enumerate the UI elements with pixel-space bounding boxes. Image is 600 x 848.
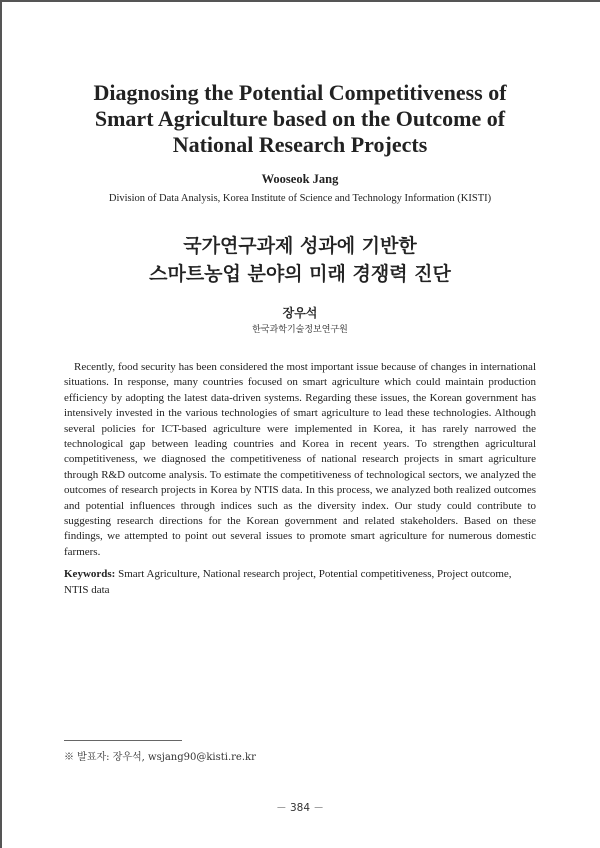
paper-title xyxy=(60,80,540,158)
korean-author-name: 장우석 xyxy=(282,306,318,320)
presenter-footnote: ※ 발표자: 장우석, wsjang90@kisti.re.kr xyxy=(64,752,256,763)
page-number: － 384 － xyxy=(276,802,324,814)
abstract-text: Recently, food security has been considered the most important issue because of changes in international situations. In response, many countries focused on smart agriculture which could maintain production efficiency by adopting the latest data-driven systems. Regarding these issues, the Korean government has intensively invested in the various technologies of smart agriculture to lead these technologies. Although several policies for ICT-based agriculture were implemented in Korea, it has rarely narrowed the technological gap between leading countries and Korea in recent years. To strengthen agricultural competitiveness, we diagnosed the competitiveness of national research projects in smart agriculture through R&D outcome analysis. To estimate the competitiveness of technological sectors, we analyzed the outcomes of research projects in Korea by NTIS data. In this process, we analyzed both realized outcomes and potential influences through indices such as the diversity index. Our study could contribute to suggesting research directions for the Korean government and related stakeholders. Based on these findings, we attempted to point out several issues to promote smart agriculture for numerous domestic farmers. xyxy=(64,361,536,558)
korean-title xyxy=(0,232,600,288)
page-border-top xyxy=(0,0,600,2)
title-line: Smart Agriculture based on the Outcome of xyxy=(94,106,506,131)
footnote-divider xyxy=(64,740,182,741)
korean-affiliation: 한국과학기술정보연구원 xyxy=(252,325,348,335)
korean-title-line: 국가연구과제 성과에 기반한 xyxy=(183,235,417,257)
keywords-list: Smart Agriculture, National research project, Potential competitiveness, Project outcome, NTIS data xyxy=(64,568,512,596)
author-name: Wooseok Jang xyxy=(261,172,339,186)
korean-title-line: 스마트농업 분야의 미래 경쟁력 진단 xyxy=(149,263,451,285)
title-line: National Research Projects xyxy=(172,132,428,157)
keywords xyxy=(64,566,536,598)
title-line: Diagnosing the Potential Competitiveness of xyxy=(93,80,507,105)
keywords-label: Keywords: xyxy=(64,568,116,580)
author-affiliation: Division of Data Analysis, Korea Institute of Science and Technology Information (KISTI) xyxy=(108,193,492,204)
page-border-left xyxy=(0,0,2,848)
